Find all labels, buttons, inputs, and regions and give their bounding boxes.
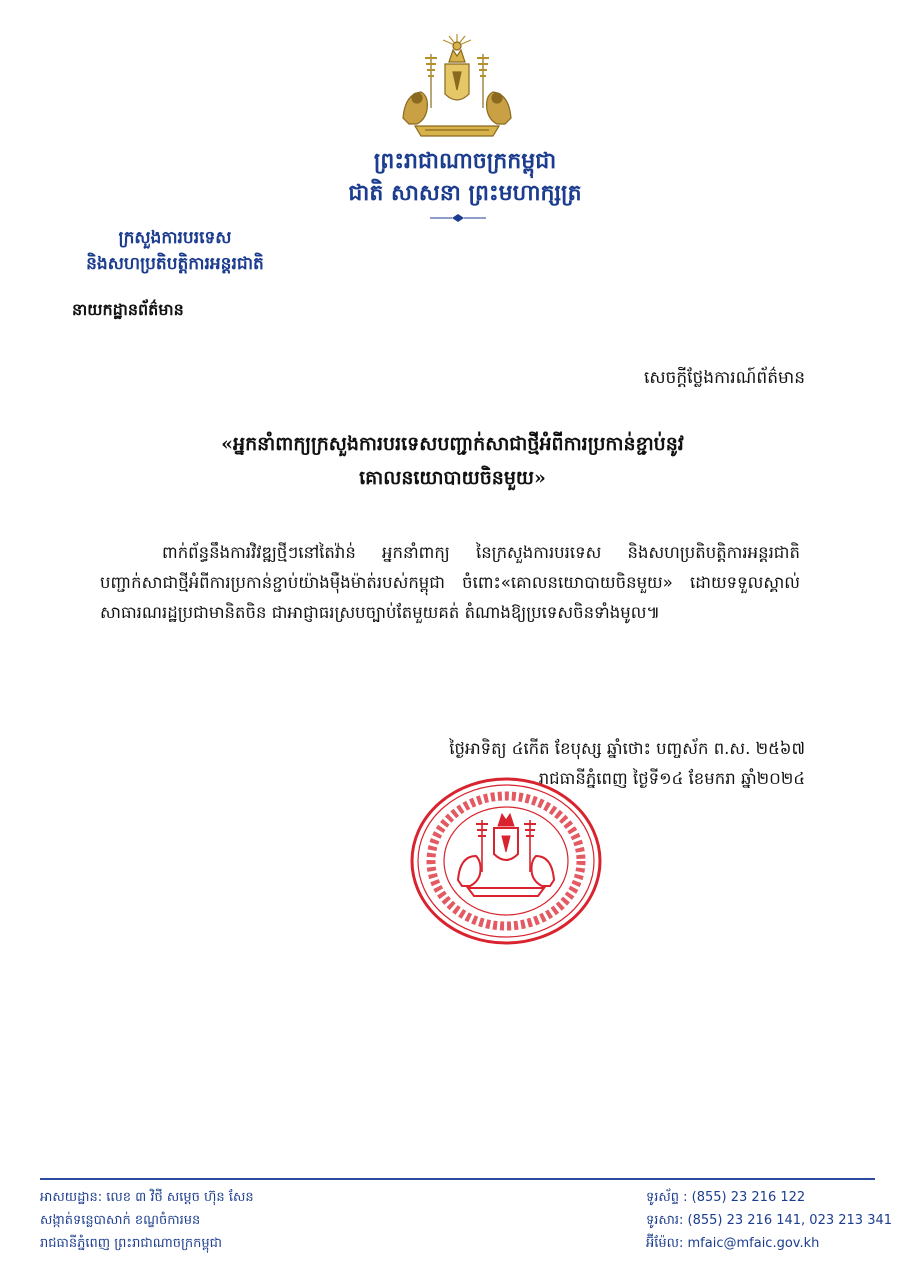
footer-divider [40,1178,875,1180]
document-type: សេចក្តីថ្លែងការណ៍ព័ត៌មាន [643,368,805,388]
kingdom-name: ព្រះរាជាណាចក្រកម្ពុជា [373,148,557,174]
footer-address [40,1186,460,1255]
fax-number: ទូរសារ: (855) 23 216 141, 023 213 341 [646,1213,893,1228]
solar-date: រាជធានីភ្នំពេញ ថ្ងៃទី១៤ ខែមករា ឆ្នាំ២០២៤ [538,769,805,788]
document-title-continued: គោលនយោបាយចិនមួយ» [359,467,546,489]
ministry-official-seal-icon [408,776,604,946]
address-line: អាសយដ្ឋាន: លេខ ៣ វិថី សម្តេច ហ៊ុន សែន [40,1190,254,1205]
address-line: សង្កាត់ទន្លេបាសាក់ ខណ្ឌចំការមន [40,1213,201,1228]
lunar-date: ថ្ងៃអាទិត្យ ៤កើត ខែបុស្ស ឆ្នាំថោះ បញ្ចស័ក ព.ស. ២៥៦៧ [449,739,805,758]
ministry-name-continued: និងសហប្រតិបត្តិការអន្តរជាតិ [86,254,264,274]
body-paragraph: ពាក់ព័ន្ធនឹងការវិវឌ្ឍថ្មីៗនៅតៃវ៉ាន់ អ្នកនាំពាក្យ នៃក្រសួងការបរទេស និងសហប្រតិបត្តិការអន្តរជាតិ បញ្ជាក់សាជាថ្មីអំពីការប្រកាន់ខ្ជាប់យ៉ាងម៉ឺងម៉ាត់របស់កម្ពុជា ចំពោះ«គោលនយោបាយចិនមួយ» ដោយទទួលស្គាល់សាធារណរដ្ឋប្រជាមានិតចិន ជាអាជ្ញាធរស្របច្បាប់តែមួយគត់ តំណាងឱ្យប្រទេសចិនទាំងមូល៕ [100,543,800,622]
royal-coat-of-arms-icon [395,32,519,140]
national-motto: ជាតិ សាសនា ព្រះមហាក្សត្រ [348,180,582,206]
email-address[interactable]: អ៊ីម៉ែល: mfaic@mfaic.gov.kh [646,1236,820,1251]
document-title: «អ្នកនាំពាក្យក្រសួងការបរទេសបញ្ជាក់សាជាថ្មីអំពីការប្រកាន់ខ្ជាប់នូវ [221,433,684,455]
department-name: នាយកដ្ឋានព័ត៌មាន [72,300,184,319]
divider-ornament-icon [428,212,488,224]
ministry-name: ក្រសួងការបរទេស [118,228,232,248]
phone-number: ទូរស័ព្ទ : (855) 23 216 122 [646,1190,806,1205]
address-line: រាជធានីភ្នំពេញ ព្រះរាជាណាចក្រកម្ពុជា [40,1236,222,1251]
footer-contacts [646,1186,896,1255]
